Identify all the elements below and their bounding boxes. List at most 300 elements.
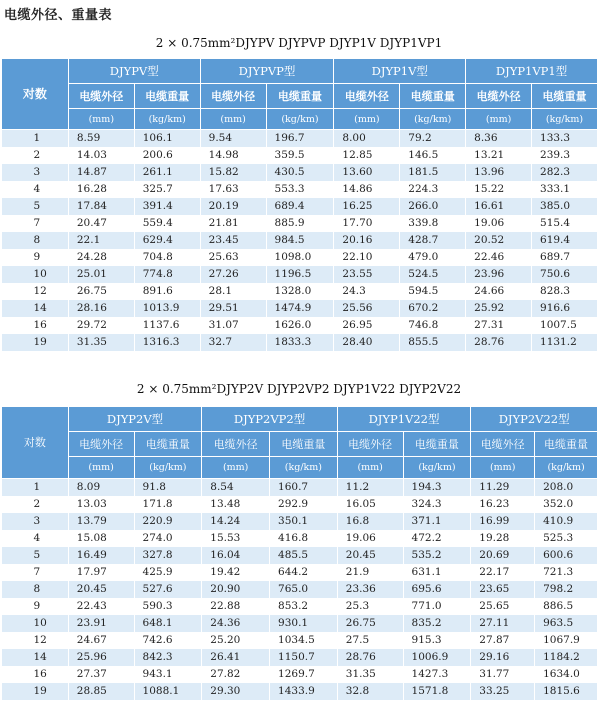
column-unit: (mm) (200, 109, 266, 130)
table-cell: 9.54 (200, 130, 266, 147)
table-cell: 91.8 (134, 479, 202, 496)
table-cell: 629.4 (134, 232, 200, 249)
table-cell: 20.19 (200, 198, 266, 215)
table-cell: 515.4 (532, 215, 598, 232)
table-cell: 220.9 (134, 513, 202, 530)
table-cell: 27.82 (202, 666, 270, 683)
table-cell: 26.41 (202, 649, 270, 666)
table-cell: 1626.0 (266, 317, 334, 334)
column-unit: (mm) (337, 457, 403, 479)
table-row (2, 232, 598, 249)
column-unit: (mm) (471, 457, 535, 479)
table-cell: 27.26 (200, 266, 266, 283)
table-cell: 746.8 (400, 317, 466, 334)
pair-count-cell: 14 (2, 649, 69, 666)
table-cell: 22.88 (202, 598, 270, 615)
table-cell: 963.5 (535, 615, 598, 632)
pair-count-cell: 12 (2, 283, 69, 300)
column-unit: (mm) (68, 109, 134, 130)
table-cell: 26.75 (337, 615, 403, 632)
table-cell: 590.3 (134, 598, 202, 615)
column-unit: (mm) (334, 109, 400, 130)
pair-count-cell: 2 (2, 496, 69, 513)
table-cell: 339.8 (400, 215, 466, 232)
table-cell: 891.6 (134, 283, 200, 300)
table-cell: 13.96 (466, 164, 532, 181)
table-cell: 146.5 (400, 147, 466, 164)
table-cell: 13.21 (466, 147, 532, 164)
table-cell: 13.79 (68, 513, 134, 530)
table-cell: 27.37 (68, 666, 134, 683)
column-label: 电缆重量 (270, 432, 338, 457)
column-label: 电缆外径 (471, 432, 535, 457)
pair-count-cell: 12 (2, 632, 69, 649)
table-cell: 20.45 (337, 547, 403, 564)
table-cell: 274.0 (134, 530, 202, 547)
table-cell: 23.65 (471, 581, 535, 598)
table-cell: 16.49 (68, 547, 134, 564)
column-label: 电缆重量 (535, 432, 598, 457)
table-cell: 15.53 (202, 530, 270, 547)
table-cell: 28.16 (68, 300, 134, 317)
group-header: DJYP2VP2型 (202, 407, 338, 432)
pair-count-cell: 7 (2, 215, 69, 232)
column-label: 电缆外径 (466, 84, 532, 109)
column-label: 电缆外径 (68, 432, 134, 457)
table-cell: 21.9 (337, 564, 403, 581)
column-unit: (mm) (202, 457, 270, 479)
table-cell: 28.40 (334, 334, 400, 351)
table-cell: 600.6 (535, 547, 598, 564)
table-cell: 14.87 (68, 164, 134, 181)
table-cell: 385.0 (532, 198, 598, 215)
table-cell: 428.7 (400, 232, 466, 249)
column-label: 电缆外径 (202, 432, 270, 457)
table-cell: 16.25 (334, 198, 400, 215)
table-row (2, 530, 598, 547)
table-cell: 1006.9 (403, 649, 471, 666)
table1 (1, 58, 598, 351)
table-row (2, 615, 598, 632)
table-cell: 916.6 (532, 300, 598, 317)
column-unit: (kg/km) (403, 457, 471, 479)
table-cell: 1137.6 (134, 317, 200, 334)
table-cell: 553.3 (266, 181, 334, 198)
pair-count-cell: 16 (2, 317, 69, 334)
table-cell: 23.55 (334, 266, 400, 283)
table-cell: 472.2 (403, 530, 471, 547)
table-cell: 17.97 (68, 564, 134, 581)
table-row (2, 683, 598, 700)
table-cell: 181.5 (400, 164, 466, 181)
table-cell: 1034.5 (270, 632, 338, 649)
table-row (2, 249, 598, 266)
pair-count-cell: 5 (2, 547, 69, 564)
column-unit: (kg/km) (400, 109, 466, 130)
table-cell: 689.7 (532, 249, 598, 266)
column-label: 电缆外径 (68, 84, 134, 109)
table-cell: 22.43 (68, 598, 134, 615)
group-header: DJYP1VP1型 (466, 59, 598, 84)
table-cell: 25.63 (200, 249, 266, 266)
table-cell: 8.54 (202, 479, 270, 496)
table-cell: 721.3 (535, 564, 598, 581)
table-cell: 25.20 (202, 632, 270, 649)
table-cell: 1427.3 (403, 666, 471, 683)
table-cell: 15.22 (466, 181, 532, 198)
table-cell: 22.46 (466, 249, 532, 266)
table-cell: 670.2 (400, 300, 466, 317)
table1-subtitle: 2 × 0.75mm²DJYPV DJYPVP DJYP1V DJYP1VP1 (155, 36, 443, 50)
table-cell: 828.3 (532, 283, 598, 300)
table-cell: 535.2 (403, 547, 471, 564)
table-cell: 27.5 (337, 632, 403, 649)
table-cell: 333.1 (532, 181, 598, 198)
column-label: 电缆重量 (532, 84, 598, 109)
column-label: 电缆重量 (134, 432, 202, 457)
table-row (2, 649, 598, 666)
table-cell: 20.52 (466, 232, 532, 249)
table-cell: 765.0 (270, 581, 338, 598)
table-row (2, 300, 598, 317)
column-label: 电缆外径 (337, 432, 403, 457)
table-cell: 23.91 (68, 615, 134, 632)
table-cell: 16.05 (337, 496, 403, 513)
pair-count-cell: 3 (2, 513, 69, 530)
table-cell: 27.87 (471, 632, 535, 649)
column-unit: (kg/km) (266, 109, 334, 130)
table-cell: 28.76 (337, 649, 403, 666)
column-unit: (kg/km) (134, 109, 200, 130)
table-cell: 1328.0 (266, 283, 334, 300)
table-cell: 943.1 (134, 666, 202, 683)
table-cell: 16.04 (202, 547, 270, 564)
table-row (2, 581, 598, 598)
pair-count-cell: 19 (2, 683, 69, 700)
table-cell: 885.9 (266, 215, 334, 232)
table-cell: 26.75 (68, 283, 134, 300)
table-cell: 23.36 (337, 581, 403, 598)
table-cell: 619.4 (532, 232, 598, 249)
table-cell: 31.35 (337, 666, 403, 683)
table-cell: 1815.6 (535, 683, 598, 700)
table-cell: 855.5 (400, 334, 466, 351)
table-cell: 106.1 (134, 130, 200, 147)
table-cell: 28.1 (200, 283, 266, 300)
pair-count-cell: 1 (2, 479, 69, 496)
table-cell: 11.2 (337, 479, 403, 496)
table-cell: 13.60 (334, 164, 400, 181)
corner-header (2, 59, 69, 130)
table-cell: 1474.9 (266, 300, 334, 317)
table-cell: 239.3 (532, 147, 598, 164)
table-cell: 22.10 (334, 249, 400, 266)
table-row (2, 496, 598, 513)
corner-label: 对数 (23, 435, 46, 449)
table-cell: 24.67 (68, 632, 134, 649)
table-cell: 194.3 (403, 479, 471, 496)
column-unit: (kg/km) (134, 457, 202, 479)
table-cell: 19.06 (466, 215, 532, 232)
table-cell: 835.2 (403, 615, 471, 632)
table-cell: 20.16 (334, 232, 400, 249)
table-cell: 771.0 (403, 598, 471, 615)
table-cell: 1833.3 (266, 334, 334, 351)
table-cell: 200.6 (134, 147, 200, 164)
table-cell: 28.76 (466, 334, 532, 351)
table-cell: 31.07 (200, 317, 266, 334)
table-cell: 25.01 (68, 266, 134, 283)
column-unit: (kg/km) (535, 457, 598, 479)
table-cell: 1088.1 (134, 683, 202, 700)
table-cell: 485.5 (270, 547, 338, 564)
table-cell: 644.2 (270, 564, 338, 581)
group-header: DJYP1V型 (334, 59, 466, 84)
table-cell: 8.09 (68, 479, 134, 496)
table-row (2, 283, 598, 300)
table-cell: 11.29 (471, 479, 535, 496)
table-cell: 648.1 (134, 615, 202, 632)
table-cell: 359.5 (266, 147, 334, 164)
table-cell: 282.3 (532, 164, 598, 181)
table-cell: 27.11 (471, 615, 535, 632)
table-cell: 594.5 (400, 283, 466, 300)
table-cell: 20.69 (471, 547, 535, 564)
table-cell: 19.06 (337, 530, 403, 547)
table-cell: 1433.9 (270, 683, 338, 700)
table-cell: 527.6 (134, 581, 202, 598)
table-cell: 160.7 (270, 479, 338, 496)
table-cell: 430.5 (266, 164, 334, 181)
table-row (2, 666, 598, 683)
table-cell: 19.28 (471, 530, 535, 547)
column-unit: (kg/km) (532, 109, 598, 130)
table-cell: 196.7 (266, 130, 334, 147)
table-cell: 266.0 (400, 198, 466, 215)
table-row (2, 198, 598, 215)
table-cell: 1131.2 (532, 334, 598, 351)
table-cell: 24.3 (334, 283, 400, 300)
table-cell: 31.35 (68, 334, 134, 351)
pair-count-cell: 2 (2, 147, 69, 164)
table-cell: 24.28 (68, 249, 134, 266)
table-cell: 12.85 (334, 147, 400, 164)
table-cell: 853.2 (270, 598, 338, 615)
pair-count-cell: 4 (2, 181, 69, 198)
pair-count-cell: 4 (2, 530, 69, 547)
table-cell: 416.8 (270, 530, 338, 547)
table-cell: 689.4 (266, 198, 334, 215)
table-cell: 21.81 (200, 215, 266, 232)
table-row (2, 564, 598, 581)
pair-count-cell: 10 (2, 615, 69, 632)
pair-count-cell: 16 (2, 666, 69, 683)
table-cell: 371.1 (403, 513, 471, 530)
table-cell: 704.8 (134, 249, 200, 266)
corner-label: 对数 (22, 87, 47, 101)
table-row (2, 147, 598, 164)
table-cell: 20.90 (202, 581, 270, 598)
pair-count-cell: 14 (2, 300, 69, 317)
pair-count-cell: 9 (2, 249, 69, 266)
table-cell: 29.16 (471, 649, 535, 666)
table-row (2, 334, 598, 351)
table-cell: 133.3 (532, 130, 598, 147)
table-cell: 27.31 (466, 317, 532, 334)
table-cell: 17.63 (200, 181, 266, 198)
table-cell: 1184.2 (535, 649, 598, 666)
table-cell: 19.42 (202, 564, 270, 581)
table-cell: 798.2 (535, 581, 598, 598)
table-cell: 20.45 (68, 581, 134, 598)
table-cell: 23.45 (200, 232, 266, 249)
table-cell: 32.8 (337, 683, 403, 700)
table-cell: 886.5 (535, 598, 598, 615)
pair-count-cell: 10 (2, 266, 69, 283)
table-cell: 23.96 (466, 266, 532, 283)
table-cell: 8.59 (68, 130, 134, 147)
group-header: DJYPVP型 (200, 59, 334, 84)
table-cell: 479.0 (400, 249, 466, 266)
table-cell: 22.17 (471, 564, 535, 581)
table2-subtitle: 2 × 0.75mm²DJYP2V DJYP2VP2 DJYP1V22 DJYP2V22 (136, 382, 462, 396)
table-cell: 742.6 (134, 632, 202, 649)
table-cell: 25.56 (334, 300, 400, 317)
table-cell: 29.51 (200, 300, 266, 317)
group-header: DJYPV型 (68, 59, 200, 84)
table-cell: 1098.0 (266, 249, 334, 266)
table-cell: 524.5 (400, 266, 466, 283)
table-cell: 28.85 (68, 683, 134, 700)
table-cell: 25.3 (337, 598, 403, 615)
table-cell: 17.70 (334, 215, 400, 232)
table-cell: 1634.0 (535, 666, 598, 683)
table-row (2, 598, 598, 615)
group-header: DJYP2V22型 (471, 407, 598, 432)
table-row (2, 181, 598, 198)
group-header: DJYP2V型 (68, 407, 202, 432)
corner-header (2, 407, 69, 479)
table-cell: 325.7 (134, 181, 200, 198)
column-label: 电缆外径 (334, 84, 400, 109)
table-cell: 1067.9 (535, 632, 598, 649)
table-cell: 1013.9 (134, 300, 200, 317)
table-cell: 20.47 (68, 215, 134, 232)
table-cell: 1269.7 (270, 666, 338, 683)
table-cell: 79.2 (400, 130, 466, 147)
table-cell: 16.23 (471, 496, 535, 513)
table-row (2, 317, 598, 334)
table-row (2, 632, 598, 649)
table-cell: 17.84 (68, 198, 134, 215)
table-cell: 559.4 (134, 215, 200, 232)
table-cell: 327.8 (134, 547, 202, 564)
table-cell: 24.66 (466, 283, 532, 300)
column-label: 电缆重量 (266, 84, 334, 109)
table-cell: 1316.3 (134, 334, 200, 351)
pair-count-cell: 3 (2, 164, 69, 181)
table-cell: 350.1 (270, 513, 338, 530)
table-cell: 16.99 (471, 513, 535, 530)
table-cell: 292.9 (270, 496, 338, 513)
table-cell: 984.5 (266, 232, 334, 249)
table-cell: 31.77 (471, 666, 535, 683)
table-cell: 1196.5 (266, 266, 334, 283)
table-cell: 425.9 (134, 564, 202, 581)
table-cell: 26.95 (334, 317, 400, 334)
table-cell: 14.03 (68, 147, 134, 164)
table-cell: 16.8 (337, 513, 403, 530)
pair-count-cell: 8 (2, 581, 69, 598)
table-cell: 208.0 (535, 479, 598, 496)
column-label: 电缆外径 (200, 84, 266, 109)
table-cell: 29.72 (68, 317, 134, 334)
table-row (2, 479, 598, 496)
table-cell: 1571.8 (403, 683, 471, 700)
table-cell: 631.1 (403, 564, 471, 581)
table-cell: 750.6 (532, 266, 598, 283)
table-cell: 261.1 (134, 164, 200, 181)
table-row (2, 266, 598, 283)
table-cell: 32.7 (200, 334, 266, 351)
table-cell: 15.82 (200, 164, 266, 181)
page-title: 电缆外径、重量表 (4, 8, 113, 23)
table2 (1, 406, 598, 700)
pair-count-cell: 8 (2, 232, 69, 249)
table-row (2, 547, 598, 564)
table-cell: 915.3 (403, 632, 471, 649)
table-cell: 13.03 (68, 496, 134, 513)
column-unit: (kg/km) (270, 457, 338, 479)
table-cell: 8.00 (334, 130, 400, 147)
pair-count-cell: 9 (2, 598, 69, 615)
pair-count-cell: 7 (2, 564, 69, 581)
table-cell: 25.92 (466, 300, 532, 317)
table-cell: 391.4 (134, 198, 200, 215)
table-cell: 695.6 (403, 581, 471, 598)
table-row (2, 164, 598, 181)
table-cell: 842.3 (134, 649, 202, 666)
table-cell: 224.3 (400, 181, 466, 198)
pair-count-cell: 1 (2, 130, 69, 147)
column-label: 电缆重量 (403, 432, 471, 457)
table-cell: 15.08 (68, 530, 134, 547)
table-cell: 774.8 (134, 266, 200, 283)
column-unit: (mm) (466, 109, 532, 130)
table-row (2, 130, 598, 147)
table-cell: 16.61 (466, 198, 532, 215)
table-cell: 410.9 (535, 513, 598, 530)
table-cell: 25.96 (68, 649, 134, 666)
table-cell: 171.8 (134, 496, 202, 513)
table-cell: 1007.5 (532, 317, 598, 334)
column-label: 电缆重量 (134, 84, 200, 109)
pair-count-cell: 5 (2, 198, 69, 215)
group-header: DJYP1V22型 (337, 407, 471, 432)
table-cell: 1150.7 (270, 649, 338, 666)
table-cell: 930.1 (270, 615, 338, 632)
column-label: 电缆重量 (400, 84, 466, 109)
table-cell: 16.28 (68, 181, 134, 198)
pair-count-cell: 19 (2, 334, 69, 351)
table-cell: 33.25 (471, 683, 535, 700)
table-cell: 13.48 (202, 496, 270, 513)
table-cell: 14.86 (334, 181, 400, 198)
table-cell: 8.36 (466, 130, 532, 147)
table-cell: 24.36 (202, 615, 270, 632)
table-cell: 29.30 (202, 683, 270, 700)
table-cell: 14.24 (202, 513, 270, 530)
